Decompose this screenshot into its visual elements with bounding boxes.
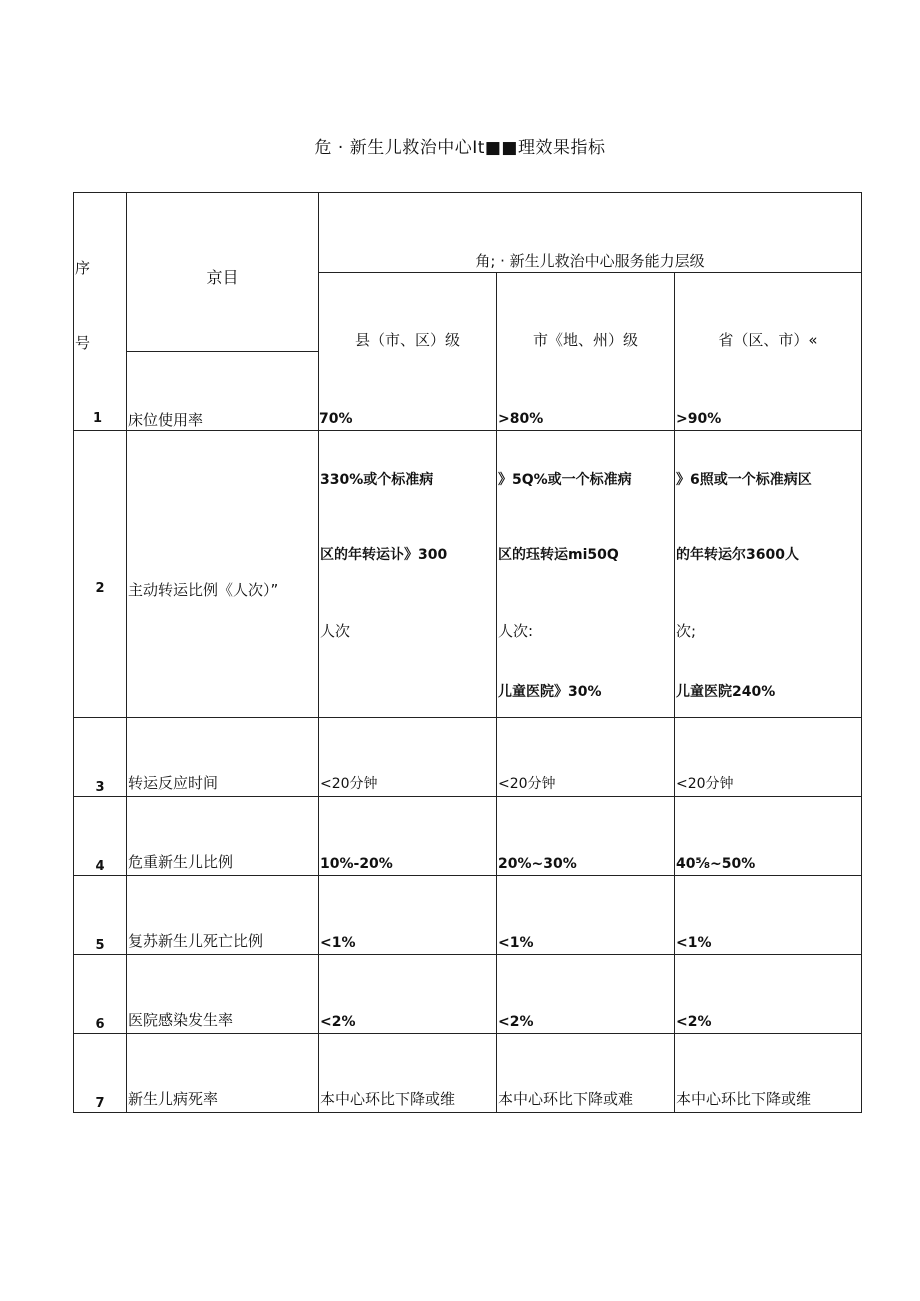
row-5-num-cell	[74, 876, 127, 955]
row-2-city-line-3: 人次:	[498, 622, 534, 640]
row-6-county: <2%	[320, 1014, 356, 1030]
row-7-city: 本中心环比下降或难	[498, 1090, 634, 1108]
row-3-label-cell	[127, 718, 319, 797]
row-5-num: 5	[95, 938, 105, 953]
level-county-label: 县（市、区）级	[354, 331, 460, 349]
row-2-num-cell	[74, 431, 127, 718]
row-3-county: <20分钟	[320, 776, 378, 792]
row-2-county-line-2: 区的年转运讣》300	[320, 547, 448, 563]
row-5-province: <1%	[676, 935, 712, 951]
table-row-6	[74, 955, 862, 1034]
row-6-num: 6	[95, 1017, 105, 1032]
row-3-city: <20分钟	[498, 776, 556, 792]
row-4-label-cell	[127, 797, 319, 876]
row-4-city: 20%~30%	[498, 856, 577, 872]
table-row-1	[73, 400, 861, 430]
row-7-county-cell	[319, 1034, 497, 1113]
row-2-city-line-4: 儿童医院》30%	[498, 684, 602, 700]
row-1-label: 床位使用率	[128, 411, 204, 429]
row-7-num: 7	[95, 1096, 105, 1111]
row-5-city: <1%	[498, 935, 534, 951]
table-row-7	[74, 1034, 862, 1113]
seq-header-top: 序	[75, 259, 91, 277]
row-6-city-cell	[497, 955, 675, 1034]
row-2-label: 主动转运比例《人次）”	[128, 581, 279, 599]
row-1-city: >80%	[498, 411, 544, 427]
row-2-city-line-1: 》5Q%或一个标准病	[498, 472, 632, 488]
row-2-num: 2	[95, 581, 105, 596]
row-6-province-cell	[675, 955, 862, 1034]
row-4-province-cell	[675, 797, 862, 876]
row-5-label: 复苏新生儿死亡比例	[128, 932, 264, 950]
row-4-province: 40⅝~50%	[676, 856, 756, 872]
row-7-county: 本中心环比下降或维	[320, 1090, 456, 1108]
row-6-label-cell	[127, 955, 319, 1034]
indicator-table-body	[73, 430, 862, 1113]
row-4-num-cell	[74, 797, 127, 876]
row-2-province-line-1: 》6照或一个标准病区	[676, 472, 812, 488]
table-row-3	[74, 718, 862, 797]
row-7-label: 新生儿病死率	[128, 1090, 219, 1108]
row-5-label-cell	[127, 876, 319, 955]
row-6-num-cell	[74, 955, 127, 1034]
row-5-county: <1%	[320, 935, 356, 951]
seq-header-bottom: 号	[75, 334, 91, 352]
row-2-city-cell	[497, 431, 675, 718]
row-6-county-cell	[319, 955, 497, 1034]
row-1-province: >90%	[676, 411, 722, 427]
row-3-province: <20分钟	[676, 776, 734, 792]
row-1-num: 1	[93, 411, 103, 426]
row-6-city: <2%	[498, 1014, 534, 1030]
row-7-num-cell	[74, 1034, 127, 1113]
item-header-cell	[127, 193, 319, 352]
row-5-city-cell	[497, 876, 675, 955]
row-2-county-line-3: 人次	[320, 622, 351, 640]
row-3-city-cell	[497, 718, 675, 797]
row-2-province-line-3: 次;	[676, 622, 697, 640]
row-7-province: 本中心环比下降或维	[676, 1090, 812, 1108]
row-3-label: 转运反应时间	[128, 774, 219, 792]
row-7-label-cell	[127, 1034, 319, 1113]
row-3-province-cell	[675, 718, 862, 797]
row-5-county-cell	[319, 876, 497, 955]
seq-header-cell	[74, 193, 127, 431]
row-2-county-cell	[319, 431, 497, 718]
row-2-province-cell	[675, 431, 862, 718]
row-6-province: <2%	[676, 1014, 712, 1030]
level-group-header-cell	[319, 193, 862, 273]
row-4-label: 危重新生儿比例	[128, 853, 234, 871]
row-3-num-cell	[74, 718, 127, 797]
row-7-city-cell	[497, 1034, 675, 1113]
level-province-label: 省（区、市）«	[718, 331, 818, 349]
table-row-2	[74, 431, 862, 718]
table-row-4	[74, 797, 862, 876]
row-3-num: 3	[95, 780, 105, 795]
row-2-county-line-1: 330%或个标准病	[320, 472, 434, 488]
row-2-province-line-4: 儿童医院240%	[676, 684, 776, 700]
row-2-province-line-2: 的年转运尔3600人	[676, 547, 799, 563]
row-3-county-cell	[319, 718, 497, 797]
row-2-city-line-2: 区的珏转运mi50Q	[498, 547, 619, 563]
row-1-county: 70%	[319, 411, 353, 427]
row-4-county-cell	[319, 797, 497, 876]
level-city-label: 市《地、州）级	[532, 331, 638, 349]
row-7-province-cell	[675, 1034, 862, 1113]
level-group-header: 角; · 新生儿救治中心服务能力层级	[475, 252, 705, 270]
row-4-county: 10%-20%	[320, 856, 393, 872]
item-header: 京目	[206, 268, 239, 287]
table-row-5	[74, 876, 862, 955]
row-5-province-cell	[675, 876, 862, 955]
row-4-num: 4	[95, 859, 105, 874]
row-4-city-cell	[497, 797, 675, 876]
row-6-label: 医院感染发生率	[128, 1011, 234, 1029]
page-title: 危 · 新生儿救治中心It■■理效果指标	[314, 138, 606, 158]
indicator-table	[73, 192, 862, 431]
row-2-label-cell	[127, 431, 319, 718]
